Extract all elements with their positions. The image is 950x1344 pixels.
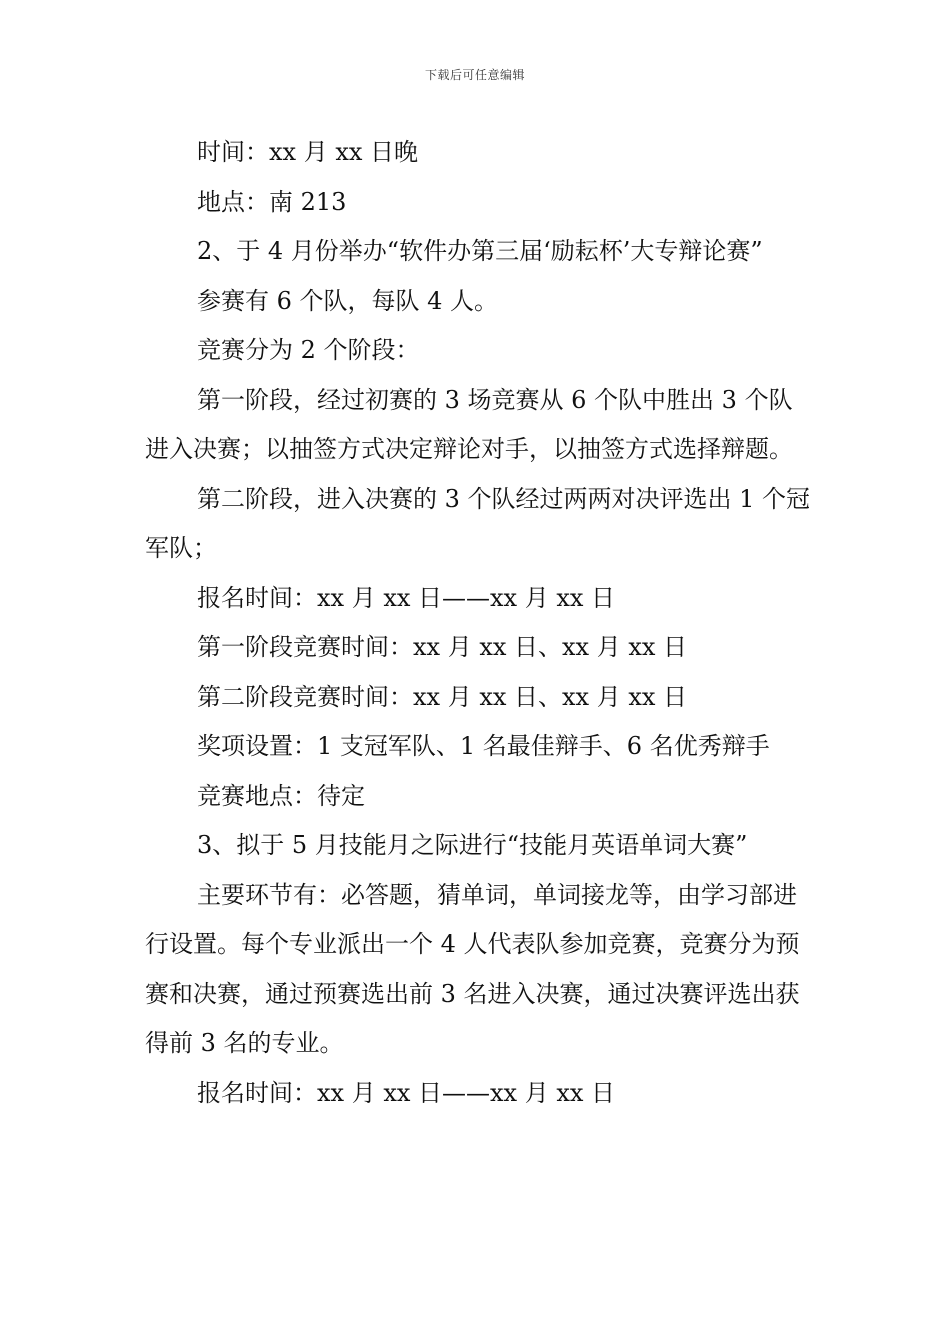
paragraph-stage-one-time: 第一阶段竞赛时间：xx 月 xx 日、xx 月 xx 日 [197, 633, 688, 661]
paragraph-stage-two-time: 第二阶段竞赛时间：xx 月 xx 日、xx 月 xx 日 [197, 682, 688, 711]
paragraph-stage-two: 第二阶段，进入决赛的 3 个队经过两两对决评选出 1 个冠军队； [145, 484, 811, 562]
page-header: 下载后可任意编辑 [424, 68, 525, 82]
paragraph-teams: 参赛有 6 个队，每队 4 人。 [197, 286, 499, 315]
paragraph-location: 地点：南 213 [197, 187, 347, 216]
document-body [145, 128, 813, 1118]
paragraph-word-contest-registration: 报名时间：xx 月 xx 日——xx 月 xx 日 [197, 1078, 616, 1107]
paragraph-stage-one: 第一阶段，经过初赛的 3 场竞赛从 6 个队中胜出 3 个队进入决赛；以抽签方式决定辩论对手，以抽签方式选择辩题。 [145, 385, 793, 463]
paragraph-stages: 竞赛分为 2 个阶段： [197, 336, 420, 364]
paragraph-venue: 竞赛地点：待定 [197, 781, 365, 810]
paragraph-debate-title: 2、于 4 月份举办“软件办第三届‘励耘杯’大专辩论赛” [197, 237, 763, 265]
paragraph-time: 时间：xx 月 xx 日晚 [197, 138, 419, 166]
paragraph-registration-time: 报名时间：xx 月 xx 日——xx 月 xx 日 [197, 583, 616, 612]
paragraph-word-contest-details: 主要环节有：必答题，猜单词，单词接龙等，由学习部进行设置。每个专业派出一个 4 人代表队参加竞赛，竞赛分为预赛和决赛，通过预赛选出前 3 名进入决赛，通过决赛评选出获得前 3 名的专业。 [145, 880, 800, 1057]
paragraph-word-contest-title: 3、拟于 5 月技能月之际进行“技能月英语单词大赛” [197, 831, 748, 859]
paragraph-awards: 奖项设置：1 支冠军队、1 名最佳辩手、6 名优秀辩手 [197, 732, 770, 760]
